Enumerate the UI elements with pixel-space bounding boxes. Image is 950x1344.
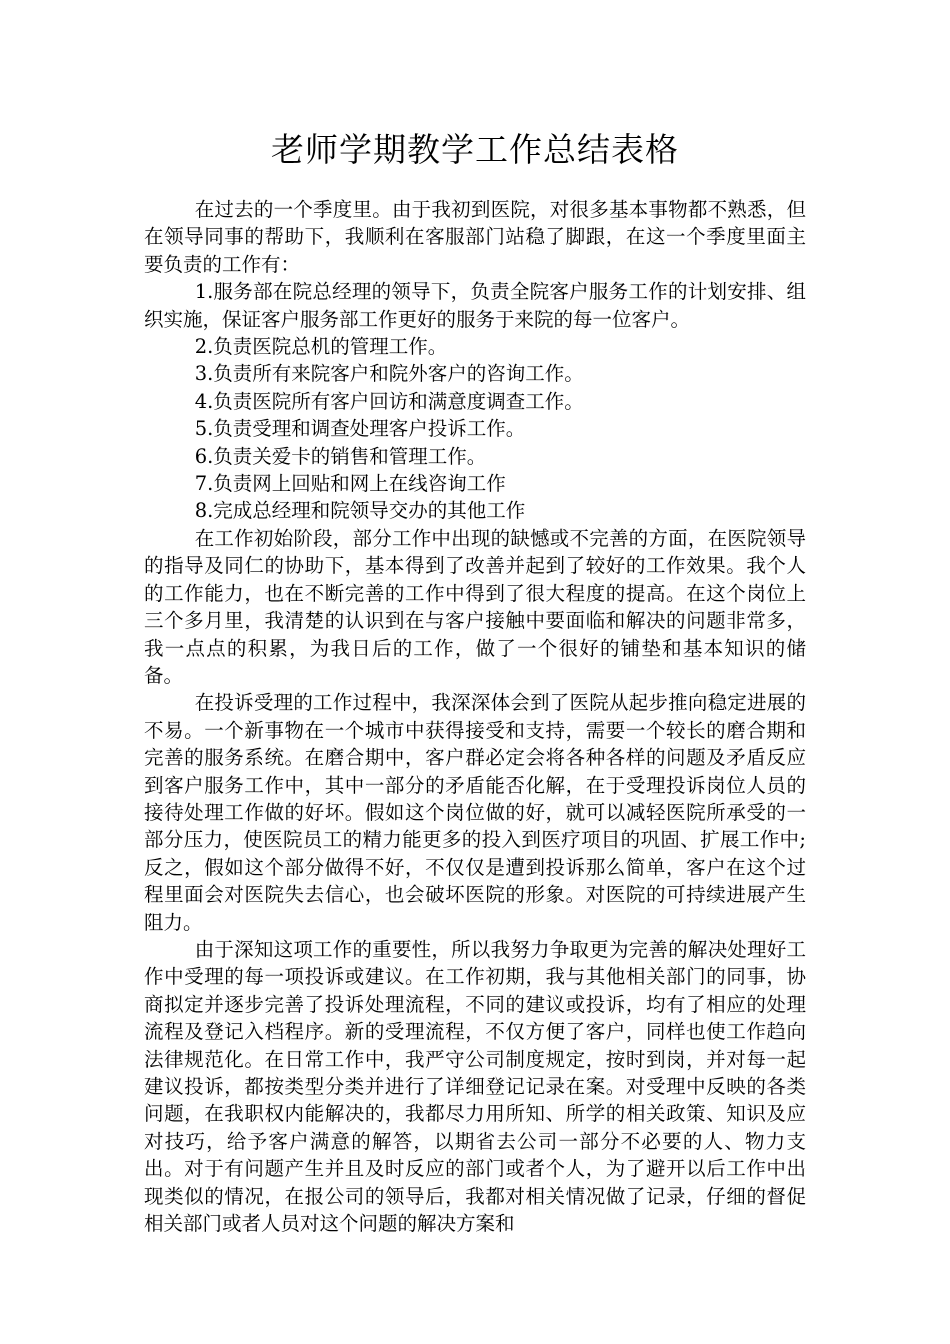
duty-item-7: 7.负责网上回贴和网上在线咨询工作: [194, 472, 506, 496]
duty-item-6: 6.负责关爱卡的销售和管理工作。: [194, 444, 487, 468]
document-body: [144, 196, 806, 1237]
paragraph-intro: 在过去的一个季度里。由于我初到医院，对很多基本事物都不熟悉，但在领导同事的帮助下，我顺利在客服部门站稳了脚跟，在这一个季度里面主要负责的工作有：: [144, 198, 806, 276]
duty-item-1: 1.服务部在院总经理的领导下，负责全院客户服务工作的计划安排、组织实施，保证客户服务部工作更好的服务于来院的每一位客户。: [144, 280, 806, 331]
paragraph-complaint-handling: 在投诉受理的工作过程中，我深深体会到了医院从起步推向稳定进展的不易。一个新事物在一个城市中获得接受和支持，需要一个较长的磨合期和完善的服务系统。在磨合期中，客户群必定会将各种各样的问题及矛盾反应到客户服务工作中，其中一部分的矛盾能否化解，在于受理投诉岗位人员的接待处理工作做的好坏。假如这个岗位做的好，就可以减轻医院所承受的一部分压力，使医院员工的精力能更多的投入到医疗项目的巩固、扩展工作中;反之，假如这个部分做得不好，不仅仅是遭到投诉那么简单，客户在这个过程里面会对医院失去信心，也会破坏医院的形象。对医院的可持续进展产生阻力。: [144, 691, 806, 934]
duty-item-8: 8.完成总经理和院领导交办的其他工作: [194, 499, 526, 523]
duty-item-5: 5.负责受理和调查处理客户投诉工作。: [194, 417, 526, 441]
duty-item-3: 3.负责所有来院客户和院外客户的咨询工作。: [194, 362, 584, 386]
duty-item-4: 4.负责医院所有客户回访和满意度调查工作。: [194, 389, 584, 413]
paragraph-initial-stage: 在工作初始阶段，部分工作中出现的缺憾或不完善的方面，在医院领导的指导及同仁的协助下，基本得到了改善并起到了较好的工作效果。我个人的工作能力，也在不断完善的工作中得到了很大程度的提高。在这个岗位上三个多月里，我清楚的认识到在与客户接触中要面临和解决的问题非常多，我一点点的积累，为我日后的工作，做了一个很好的铺垫和基本知识的储备。: [144, 526, 806, 687]
document-title: 老师学期教学工作总结表格: [271, 130, 679, 169]
paragraph-improvement: 由于深知这项工作的重要性，所以我努力争取更为完善的解决处理好工作中受理的每一项投诉或建议。在工作初期，我与其他相关部门的同事，协商拟定并逐步完善了投诉处理流程，不同的建议或投诉，均有了相应的处理流程及登记入档程序。新的受理流程，不仅方便了客户，同样也使工作趋向法律规范化。在日常工作中，我严守公司制度规定，按时到岗，并对每一起建议投诉，都按类型分类并进行了详细登记记录在案。对受理中反映的各类问题，在我职权内能解决的，我都尽力用所知、所学的相关政策、知识及应对技巧，给予客户满意的解答，以期省去公司一部分不必要的人、物力支出。对于有问题产生并且及时反应的部门或者个人，为了避开以后工作中出现类似的情况，在报公司的领导后，我都对相关情况做了记录，仔细的督促相关部门或者人员对这个问题的解决方案和: [144, 937, 806, 1236]
duty-item-2: 2.负责医院总机的管理工作。: [194, 335, 448, 359]
